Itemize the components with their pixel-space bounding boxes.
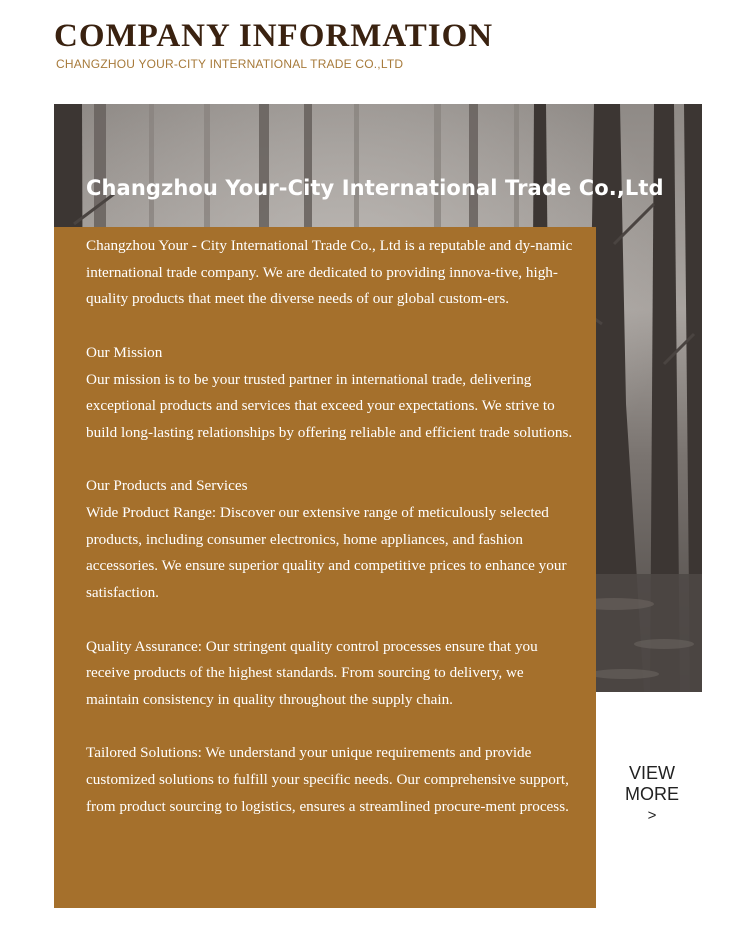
page-title: COMPANY INFORMATION bbox=[54, 18, 494, 54]
mission-paragraph: Our mission is to be your trusted partner in international trade, delivering exceptional products and services that exceed your expectations. We strive to build long-lasting relationships by offering reliable and efficient trade solutions. bbox=[86, 370, 573, 441]
intro-paragraph: Changzhou Your - City International Trade Co., Ltd is a reputable and dy-namic international trade company. We are dedicated to providing innova-tive, high-quality products that meet the diverse needs of our global custom-ers. bbox=[86, 237, 573, 308]
page-subtitle: CHANGZHOU YOUR-CITY INTERNATIONAL TRADE CO.,LTD bbox=[56, 57, 404, 71]
view-more-label-line1: VIEW bbox=[628, 763, 675, 783]
chevron-right-icon: > bbox=[647, 807, 657, 824]
view-more-link[interactable] bbox=[612, 763, 692, 826]
tailored-paragraph: Tailored Solutions: We understand your unique requirements and provide customized solutions to fulfill your specific needs. Our comprehensive support, from product sourcing to logistics, ensures a streamlined procure-ment process. bbox=[86, 744, 569, 815]
mission-heading: Our Mission bbox=[86, 343, 163, 361]
banner-company-name: Changzhou Your-City International Trade Co.,Ltd bbox=[86, 176, 664, 200]
quality-paragraph: Quality Assurance: Our stringent quality control processes ensure that you receive products of the highest standards. From sourcing to delivery, we maintain consistency in quality throughout the supply chain. bbox=[86, 637, 538, 708]
products-heading: Our Products and Services bbox=[86, 477, 248, 495]
view-more-label-line2: MORE bbox=[625, 784, 679, 804]
company-info-panel bbox=[54, 227, 596, 908]
products-paragraph: Wide Product Range: Discover our extensive range of meticulously selected products, including consumer electronics, home appliances, and fashion accessories. We ensure superior quality and competitive prices to enhance your satisfaction. bbox=[86, 504, 567, 602]
